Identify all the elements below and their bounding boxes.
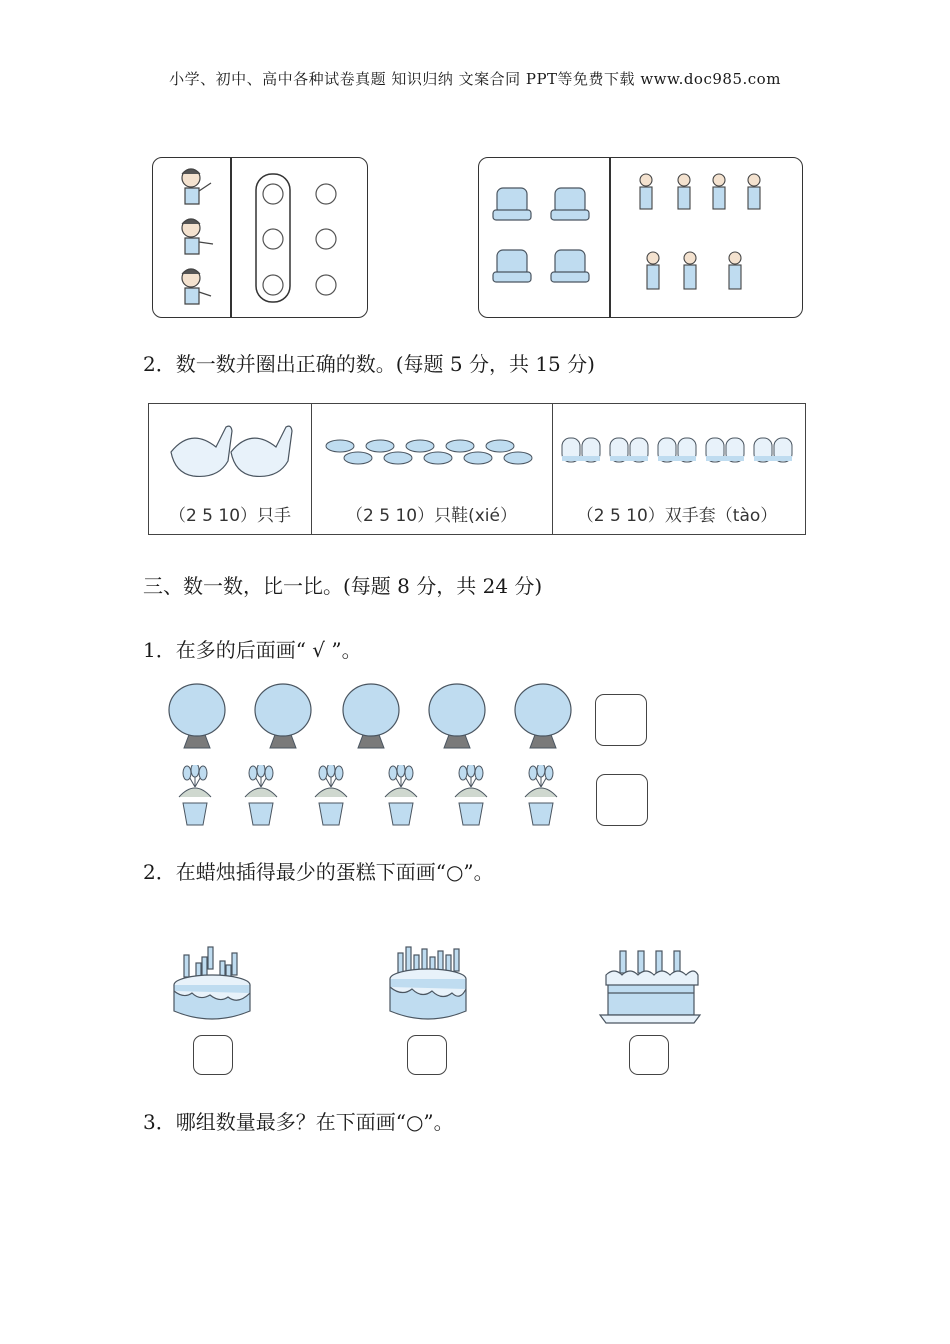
kids-balls-illustration [153, 158, 367, 317]
shoes-answer-choices[interactable]: （2 5 10）只鞋(xié） [346, 506, 517, 526]
cake-3 [600, 951, 700, 1023]
potted-flower [315, 765, 347, 825]
section-3-question-2-title: 2．在蜡烛插得最少的蛋糕下面画“○”。 [143, 860, 494, 884]
candles [620, 951, 680, 973]
child-figure [684, 252, 696, 289]
cake-1-answer-box[interactable] [193, 1035, 233, 1075]
counting-table [148, 403, 806, 535]
sandal [446, 440, 474, 452]
child-figure [713, 174, 725, 209]
chairs-kids-illustration [479, 158, 802, 317]
cake-3-answer-box[interactable] [629, 1035, 669, 1075]
hands-illustration [161, 422, 301, 482]
ball [316, 184, 336, 204]
child-figure [647, 252, 659, 289]
ball [263, 275, 283, 295]
shoes-cell [311, 404, 553, 534]
tree [255, 684, 311, 748]
sandal [384, 452, 412, 464]
section-3-question-3-title: 3．哪组数量最多？在下面画“○”。 [143, 1110, 454, 1134]
mittens-illustration [560, 434, 796, 476]
child-figure [678, 174, 690, 209]
potted-flower [245, 765, 277, 825]
potted-flower [455, 765, 487, 825]
section-3-question-1-title: 1．在多的后面画“ √ ”。 [143, 638, 362, 662]
trees-answer-box[interactable] [595, 694, 647, 746]
tree [515, 684, 571, 748]
child-figure [729, 252, 741, 289]
sandal [504, 452, 532, 464]
cake-2 [390, 947, 466, 1019]
cake-1 [174, 947, 250, 1019]
ball [263, 184, 283, 204]
ball [316, 275, 336, 295]
sandal [366, 440, 394, 452]
trees-row [160, 680, 580, 755]
tree [343, 684, 399, 748]
chair [551, 188, 589, 220]
cakes-row [170, 943, 710, 1028]
sandal [486, 440, 514, 452]
flowers-answer-box[interactable] [596, 774, 648, 826]
tree [169, 684, 225, 748]
potted-flower [385, 765, 417, 825]
potted-flower [179, 765, 211, 825]
flowers-row [165, 765, 575, 830]
child-figure [640, 174, 652, 209]
section-3-title: 三、数一数，比一比。(每题 8 分，共 24 分) [143, 574, 543, 598]
ball [316, 229, 336, 249]
hand [231, 426, 292, 476]
chairs-kids-box [478, 157, 803, 318]
chair [551, 250, 589, 282]
gloves-answer-choices[interactable]: （2 5 10）双手套（tào） [576, 506, 778, 526]
hands-answer-choices[interactable]: （2 5 10）只手 [168, 506, 292, 526]
hand [171, 426, 232, 476]
ball [263, 229, 283, 249]
boy-figure-2 [182, 219, 213, 254]
chair [493, 250, 531, 282]
sandals-illustration [325, 432, 540, 477]
chair [493, 188, 531, 220]
kids-balls-box [152, 157, 368, 318]
child-figure [748, 174, 760, 209]
boy-figure-1 [182, 169, 211, 204]
gloves-cell [552, 404, 802, 534]
cake-2-answer-box[interactable] [407, 1035, 447, 1075]
boy-figure-3 [182, 269, 211, 304]
hands-cell [149, 404, 312, 534]
sandal [326, 440, 354, 452]
tree [429, 684, 485, 748]
sandal [464, 452, 492, 464]
sandal [406, 440, 434, 452]
potted-flower [525, 765, 557, 825]
page-header: 小学、初中、高中各种试卷真题 知识归纳 文案合同 PPT等免费下载 www.doc985.com [169, 70, 781, 88]
question-2-title: 2．数一数并圈出正确的数。(每题 5 分，共 15 分) [143, 352, 595, 376]
sandal [344, 452, 372, 464]
sandal [424, 452, 452, 464]
